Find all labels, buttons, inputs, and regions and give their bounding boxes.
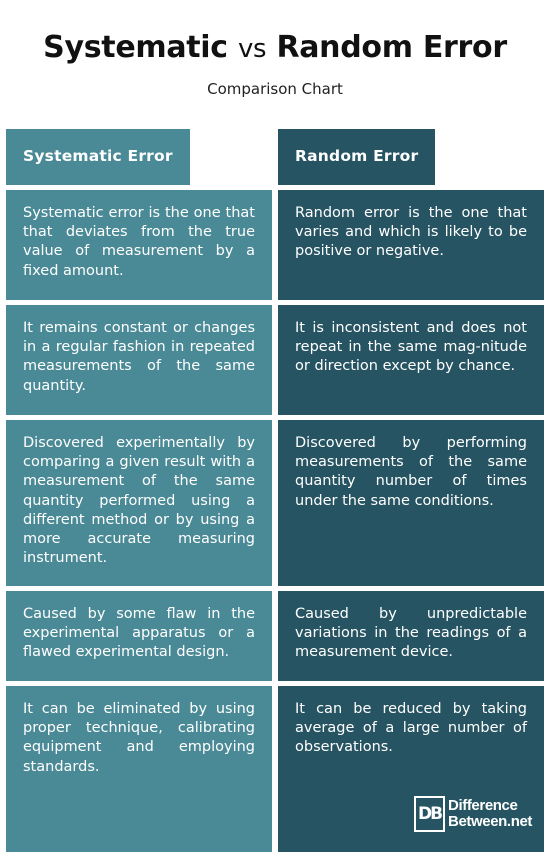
systematic-row-behavior: It remains constant or changes in a regular fashion in repeated measurements of the same quantity.	[6, 305, 272, 415]
logo-line2: Between.net	[448, 813, 532, 830]
logo-line1: Difference	[448, 797, 518, 814]
page-title	[0, 30, 550, 65]
title-vs: vs	[237, 34, 267, 64]
random-row-discovery: Discovered by performing measurements of the same quantity number of times under the same conditions.	[278, 420, 544, 586]
page-subtitle: Comparison Chart	[207, 80, 343, 98]
systematic-row-discovery: Discovered experimentally by comparing a given result with a measurement of the same quantity performed using a different method or by using a more accurate measuring instrument.	[6, 420, 272, 586]
title-part1: Systematic	[43, 30, 228, 65]
random-row-behavior: It is inconsistent and does not repeat in the same mag-nitude or direction except by chance.	[278, 305, 544, 415]
logo-mark: DB	[414, 796, 445, 832]
random-row-cause: Caused by unpredictable variations in the readings of a measurement device.	[278, 591, 544, 681]
systematic-header: Systematic Error	[6, 129, 190, 185]
title-part2: Random Error	[276, 30, 507, 65]
random-header: Random Error	[278, 129, 435, 185]
random-row-remedy: It can be reduced by taking average of a large number of observations.	[278, 686, 544, 852]
systematic-row-definition: Systematic error is the one that that deviates from the true value of measurement by a fixed amount.	[6, 190, 272, 300]
differencebetween-logo	[414, 795, 532, 833]
random-row-definition: Random error is the one that varies and which is likely to be positive or negative.	[278, 190, 544, 300]
systematic-row-remedy: It can be eliminated by using proper technique, calibrating equipment and employing standards.	[6, 686, 272, 852]
systematic-row-cause: Caused by some flaw in the experimental apparatus or a flawed experimental design.	[6, 591, 272, 681]
logo-text	[448, 798, 532, 830]
